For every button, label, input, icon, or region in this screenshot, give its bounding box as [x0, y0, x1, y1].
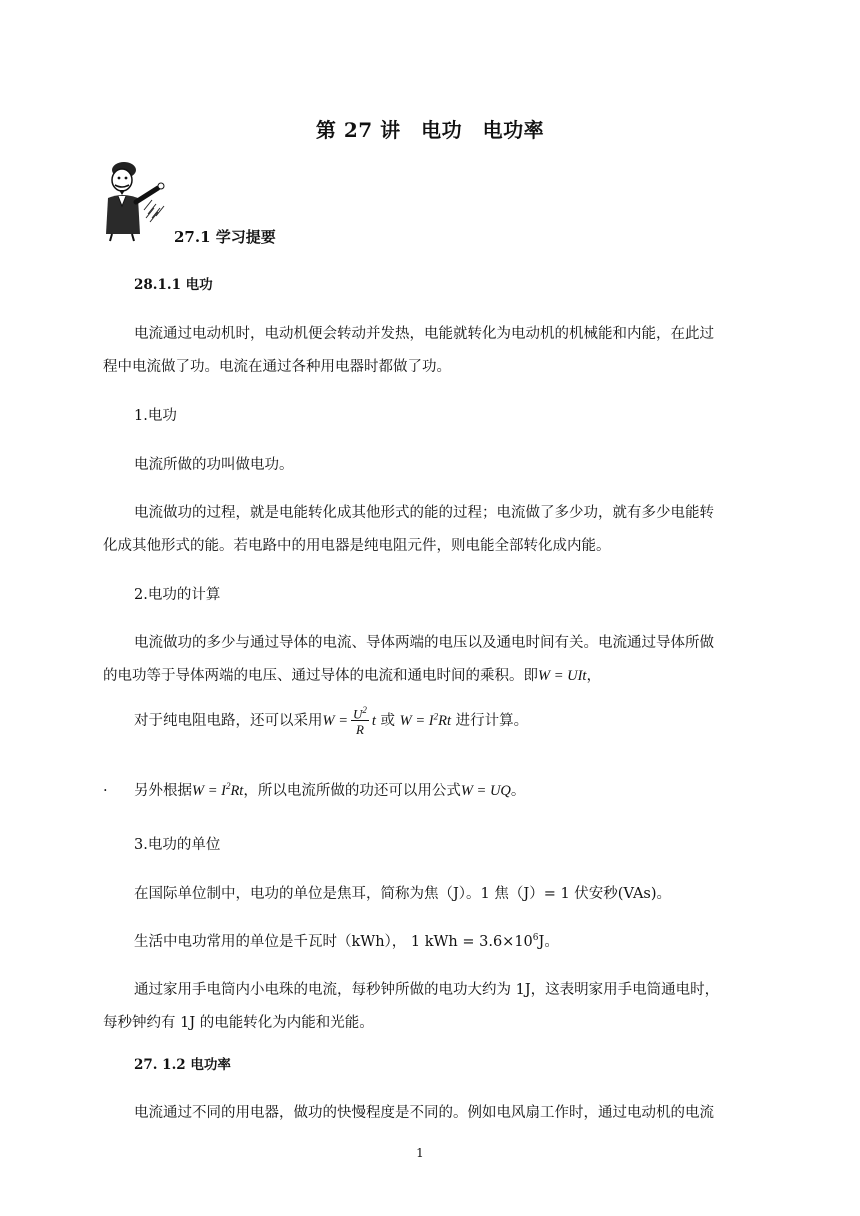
also-mid: ，所以电流所做的功还可以用公式 — [243, 783, 461, 799]
formula-rt-2: Rt — [230, 783, 244, 799]
teacher-illustration — [100, 158, 176, 242]
calc-line-2-text: 的电功等于导体两端的电压、通过导体的电流和通电时间的乘积。即 — [103, 668, 538, 684]
paragraph-power-line-1: 电流通过不同的用电器，做功的快慢程度是不同的。例如电风扇工作时，通过电动机的电流 — [134, 1105, 714, 1121]
paragraph-intro-line-2: 程中电流做了功。电流在通过各种用电器时都做了功。 — [103, 359, 451, 375]
formula-exponent: 2 — [433, 711, 439, 722]
pure-resistance-line — [134, 706, 528, 736]
item-heading-units: 3.电功的单位 — [134, 837, 221, 853]
pure-suffix: 进行计算。 — [450, 713, 529, 730]
paragraph-energy-line-1: 电流做功的过程，就是电能转化成其他形式的能的过程；电流做了多少功，就有多少电能转 — [134, 505, 714, 521]
paragraph-intro-line-1: 电流通过电动机时，电动机便会转动并发热，电能就转化为电动机的机械能和内能，在此过 — [134, 326, 714, 342]
pure-prefix: 对于纯电阻电路，还可以采用 — [134, 713, 323, 730]
fraction-denominator: R — [351, 720, 369, 736]
formula-exponent-2: 2 — [225, 781, 231, 792]
formula-w-eq: W = — [322, 713, 348, 730]
fraction-u2-over-r — [351, 706, 369, 736]
section-heading: 27.1 学习提要 — [174, 228, 276, 246]
subsection-heading-electric-power: 27. 1.2 电功率 — [134, 1057, 231, 1073]
paragraph-kwh-unit — [134, 930, 559, 951]
formula-w-i: W = I — [399, 713, 434, 730]
also-line — [134, 779, 525, 800]
kwh-exponent: 6 — [532, 933, 539, 944]
paragraph-si-unit: 在国际单位制中，电功的单位是焦耳，简称为焦（J）。1 焦（J）= 1 伏安秒(VAs)。 — [134, 886, 672, 902]
comma: ， — [586, 668, 601, 684]
page-number: 1 — [416, 1146, 424, 1160]
kwh-suffix: J。 — [538, 934, 559, 950]
or-text: 或 — [375, 713, 400, 730]
formula-w-uit: W = UIt — [538, 668, 587, 684]
fraction-numerator: U — [353, 706, 363, 722]
formula-rt: Rt — [438, 713, 451, 730]
paragraph-flashlight-line-1: 通过家用手电筒内小电珠的电流，每秒钟所做的电功大约为 1J，这表明家用手电筒通电时， — [134, 982, 720, 998]
definition-text: 电流所做的功叫做电功。 — [134, 457, 294, 473]
formula-w-i-2: W = I — [192, 783, 226, 799]
page-title: 第 27 讲 电功 电功率 — [315, 118, 545, 142]
kwh-prefix: 生活中电功常用的单位是千瓦时（kWh）， 1 kWh = 3.6×10 — [134, 934, 533, 950]
paragraph-calc-line-1: 电流做功的多少与通过导体的电流、导体两端的电压以及通电时间有关。电流通过导体所做 — [134, 635, 714, 651]
also-prefix: 另外根据 — [134, 783, 192, 799]
item-heading-electric-work: 1.电功 — [134, 408, 177, 424]
paragraph-calc-line-2 — [103, 664, 601, 685]
also-end: 。 — [510, 783, 526, 799]
formula-t: t — [371, 713, 376, 730]
margin-dot: . — [103, 779, 108, 795]
paragraph-energy-line-2: 化成其他形式的能。若电路中的用电器是纯电阻元件，则电能全部转化成内能。 — [103, 538, 611, 554]
paragraph-flashlight-line-2: 每秒钟约有 1J 的电能转化为内能和光能。 — [103, 1015, 374, 1031]
subsection-heading-electric-work: 28.1.1 电功 — [134, 277, 213, 293]
item-heading-calculation: 2.电功的计算 — [134, 587, 221, 603]
fraction-numerator-exponent: 2 — [362, 705, 367, 715]
formula-w-uq: W = UQ — [460, 783, 511, 799]
